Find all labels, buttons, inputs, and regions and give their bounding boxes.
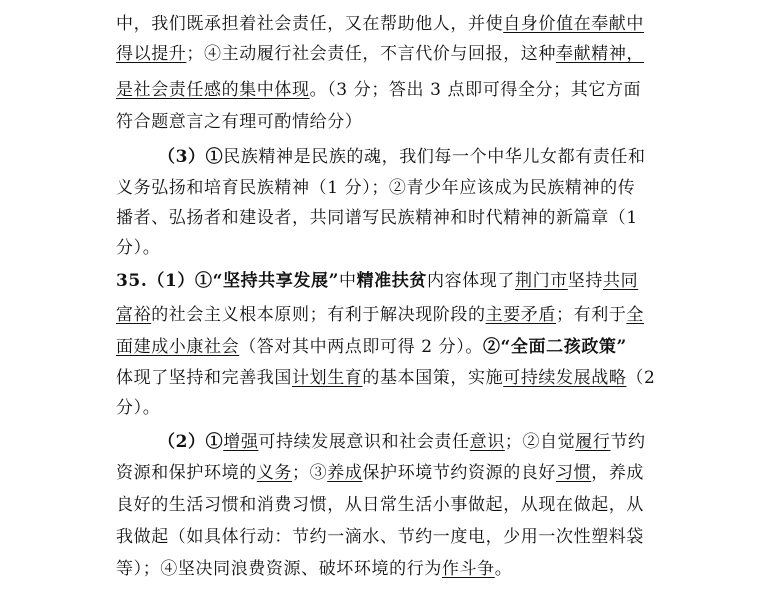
underlined-text: 是社会责任感的集中体现 [116, 80, 310, 100]
text-run: 资源和保护环境的 [116, 463, 257, 483]
bold-text: （2）① [158, 432, 224, 452]
underlined-text: 面建成小康社会 [116, 337, 240, 357]
text-run: ；有利于 [556, 305, 627, 325]
text-run: 等）；④坚决同浪费资源、破坏环境的行为 [116, 559, 442, 579]
text-line [116, 463, 672, 483]
text-run: 分）。 [116, 398, 161, 418]
text-run: 中 [338, 271, 357, 291]
text-line [116, 178, 672, 198]
text-line [116, 14, 672, 34]
text-run: 内容体现了 [426, 271, 515, 291]
text-run: 。（3 分；答出 3 点即可得全分；其它方面 [309, 80, 642, 100]
text-line [116, 208, 672, 228]
text-run: 。 [494, 559, 513, 579]
text-run: 中，我们既承担着社会责任，又在帮助他人，并使 [116, 14, 504, 34]
text-run: 坚持 [567, 271, 603, 291]
text-line [116, 112, 672, 132]
underlined-text: 义务 [256, 463, 293, 483]
underlined-text: 计划生育 [292, 368, 363, 388]
underlined-text: 共同 [603, 271, 639, 291]
text-line [116, 337, 672, 357]
text-run: 的基本国策，实施 [362, 368, 504, 388]
text-run: ；④主动履行社会责任，不言代价与回报，这种 [186, 44, 557, 64]
underlined-text: 可持续发展战略 [503, 368, 627, 388]
text-line [116, 495, 672, 515]
text-run: 义务弘扬和培育民族精神（1 分）；②青少年应该成为民族精神的传 [116, 178, 636, 198]
text-run: ；②自觉 [504, 432, 576, 452]
text-run: 节约 [610, 432, 646, 452]
text-run: 体现了坚持和完善我国 [116, 368, 292, 388]
bold-text: 35.（1）①“坚持共享发展” [116, 271, 339, 291]
text-run: 我做起（如具体行动：节约一滴水、节约一度电，少用一次性塑料袋 [116, 527, 644, 547]
text-run: 保护环境节约资源的良好 [362, 463, 557, 483]
underlined-text: 得以提升 [116, 44, 187, 64]
text-run: 可持续发展意识和社会责任 [258, 432, 470, 452]
underlined-text: 全 [626, 305, 645, 325]
bold-text: ②“全面二孩政策” [482, 337, 627, 357]
underlined-text: 奉献精神， [556, 44, 645, 64]
text-line [116, 527, 672, 547]
text-line [116, 559, 672, 579]
underlined-text: 履行 [575, 432, 611, 452]
text-line [158, 432, 672, 452]
underlined-text: 富裕 [116, 305, 152, 325]
text-line [116, 271, 672, 291]
bold-text: 精准扶贫 [356, 271, 427, 291]
text-run: 民族精神是民族的魂，我们每一个中华儿女都有责任和 [223, 147, 646, 167]
text-line [158, 147, 672, 167]
text-run: ，养成 [591, 463, 645, 483]
text-run: 的社会主义根本原则；有利于解决现阶段的 [151, 305, 486, 325]
underlined-text: 意识 [469, 432, 505, 452]
underlined-text: 主要矛盾 [485, 305, 557, 325]
text-run: 播者、弘扬者和建设者，共同谱写民族精神和时代精神的新篇章（1 [116, 208, 638, 228]
text-run: 符合题意言之有理可酌情给分） [116, 112, 363, 132]
text-line [116, 238, 672, 258]
bold-text: （3）① [158, 147, 224, 167]
text-run: （2 [626, 368, 656, 388]
text-run: 分）。 [116, 238, 161, 258]
text-line [116, 305, 672, 325]
text-line [116, 80, 672, 100]
underlined-text: 增强 [223, 432, 259, 452]
text-run: 良好的生活习惯和消费习惯，从日常生活小事做起，从现在做起，从 [116, 495, 644, 515]
underlined-text: 养成 [327, 463, 363, 483]
underlined-text: 自身价值在奉献中 [503, 14, 645, 34]
text-line [116, 368, 672, 388]
underlined-text: 荆门市 [514, 271, 568, 291]
text-run: ；③ [292, 463, 328, 483]
text-run: （答对其中两点即可得 2 分）。 [239, 337, 483, 357]
text-line [116, 44, 672, 64]
text-line [116, 398, 672, 418]
underlined-text: 作斗争 [441, 559, 495, 579]
underlined-text: 习惯 [556, 463, 592, 483]
